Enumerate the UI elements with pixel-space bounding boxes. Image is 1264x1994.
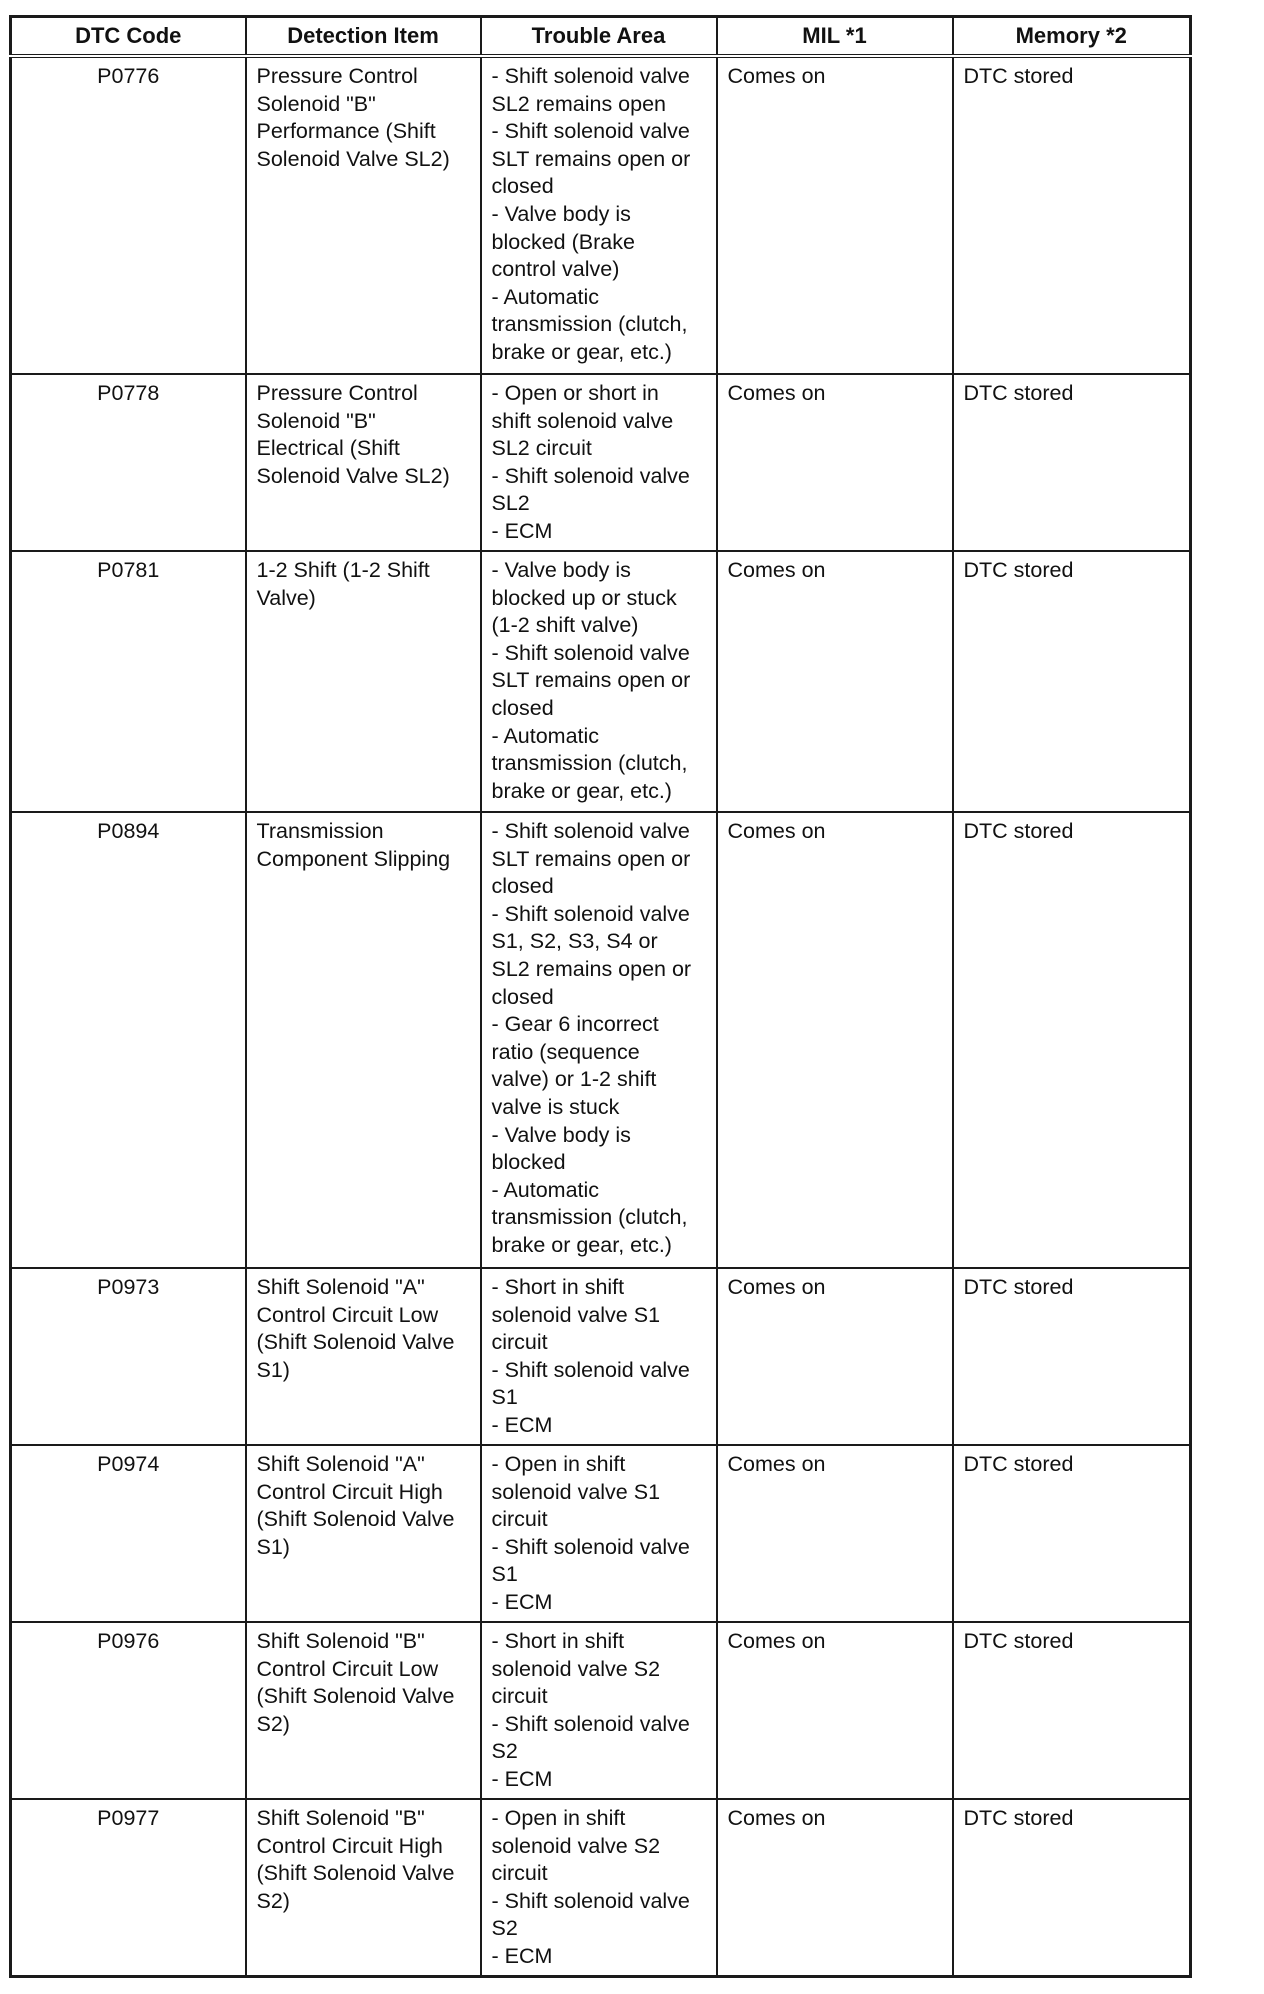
- trouble-area-line: - Shift solenoid valve: [491, 1711, 690, 1736]
- trouble-area-line: - Shift solenoid valve: [491, 1357, 690, 1382]
- dtc-code-cell: P0778: [11, 374, 246, 551]
- detection-item-line: Pressure Control: [256, 64, 418, 88]
- trouble-area-line: SLT remains open or: [491, 668, 691, 693]
- trouble-area-line: valve is stuck: [491, 1094, 620, 1119]
- detection-item-cell: [246, 551, 481, 812]
- trouble-area-line: solenoid valve S2: [491, 1656, 661, 1681]
- header-memory: Memory *2: [953, 17, 1191, 57]
- detection-item-line: Solenoid "B": [256, 408, 376, 433]
- trouble-area-line: - ECM: [491, 1412, 553, 1437]
- memory-cell: DTC stored: [953, 1268, 1191, 1445]
- memory-cell: DTC stored: [953, 1799, 1191, 1977]
- detection-item-line: Pressure Control: [256, 381, 418, 405]
- trouble-area-line: - ECM: [491, 1766, 553, 1791]
- detection-item-line: (Shift Solenoid Valve: [256, 1507, 455, 1532]
- trouble-area-line: brake or gear, etc.): [491, 778, 672, 803]
- trouble-area-line: circuit: [491, 1684, 548, 1709]
- trouble-area-line: SLT remains open or: [491, 146, 691, 171]
- trouble-area-line: S2: [491, 1916, 518, 1941]
- trouble-area-line: blocked (Brake: [491, 229, 635, 254]
- trouble-area-line: - Shift solenoid valve: [491, 819, 690, 843]
- trouble-area-line: brake or gear, etc.): [491, 1232, 672, 1257]
- memory-cell: DTC stored: [953, 1445, 1191, 1622]
- trouble-area-cell: [481, 551, 717, 812]
- trouble-area-line: - Gear 6 incorrect: [491, 1012, 659, 1037]
- table-row: [11, 812, 1191, 1268]
- table-row: [11, 56, 1191, 374]
- trouble-area-line: ratio (sequence: [491, 1039, 640, 1064]
- trouble-area-line: - ECM: [491, 1943, 553, 1968]
- detection-item-cell: [246, 812, 481, 1268]
- trouble-area-line: SL2 circuit: [491, 436, 592, 461]
- detection-item-line: Shift Solenoid "B": [256, 1629, 425, 1653]
- detection-item-line: Solenoid "B": [256, 91, 376, 116]
- trouble-area-line: - Shift solenoid valve: [491, 463, 690, 488]
- trouble-area-line: - Shift solenoid valve: [491, 901, 690, 926]
- mil-cell: Comes on: [717, 1445, 953, 1622]
- detection-item-line: 1-2 Shift (1-2 Shift: [256, 558, 430, 582]
- mil-cell: Comes on: [717, 1799, 953, 1977]
- trouble-area-line: - Open in shift: [491, 1452, 626, 1476]
- trouble-area-line: - Shift solenoid valve: [491, 640, 690, 665]
- trouble-area-line: control valve): [491, 257, 620, 282]
- trouble-area-line: - Valve body is: [491, 1122, 631, 1147]
- trouble-area-line: closed: [491, 874, 554, 899]
- detection-item-line: S2): [256, 1888, 290, 1913]
- dtc-code-cell: P0976: [11, 1622, 246, 1799]
- trouble-area-line: - Short in shift: [491, 1275, 625, 1299]
- trouble-area-line: - Short in shift: [491, 1629, 625, 1653]
- dtc-code-cell: P0977: [11, 1799, 246, 1977]
- header-row: [11, 17, 1191, 57]
- detection-item-line: Control Circuit Low: [256, 1656, 439, 1681]
- trouble-area-line: circuit: [491, 1330, 548, 1355]
- trouble-area-line: closed: [491, 984, 554, 1009]
- detection-item-cell: [246, 374, 481, 551]
- table-row: [11, 551, 1191, 812]
- trouble-area-cell: [481, 812, 717, 1268]
- detection-item-line: S2): [256, 1711, 290, 1736]
- detection-item-cell: [246, 1268, 481, 1445]
- table-row: [11, 1445, 1191, 1622]
- trouble-area-line: circuit: [491, 1861, 548, 1886]
- detection-item-line: (Shift Solenoid Valve: [256, 1861, 455, 1886]
- detection-item-line: Shift Solenoid "A": [256, 1452, 425, 1476]
- detection-item-line: (Shift Solenoid Valve: [256, 1330, 455, 1355]
- mil-cell: Comes on: [717, 1268, 953, 1445]
- dtc-code-cell: P0894: [11, 812, 246, 1268]
- trouble-area-line: blocked up or stuck: [491, 585, 677, 610]
- trouble-area-line: - Valve body is: [491, 201, 631, 226]
- trouble-area-line: - Automatic: [491, 1177, 600, 1202]
- detection-item-line: Solenoid Valve SL2): [256, 146, 450, 171]
- trouble-area-line: blocked: [491, 1150, 566, 1175]
- memory-cell: DTC stored: [953, 551, 1191, 812]
- detection-item-line: Performance (Shift: [256, 119, 436, 144]
- trouble-area-line: closed: [491, 174, 554, 199]
- detection-item-cell: [246, 1445, 481, 1622]
- memory-cell: DTC stored: [953, 56, 1191, 374]
- detection-item-line: Control Circuit High: [256, 1833, 443, 1858]
- trouble-area-cell: [481, 56, 717, 374]
- detection-item-line: Transmission: [256, 819, 384, 843]
- detection-item-cell: [246, 56, 481, 374]
- dtc-code-cell: P0776: [11, 56, 246, 374]
- detection-item-line: (Shift Solenoid Valve: [256, 1684, 455, 1709]
- table-body: [11, 56, 1191, 1977]
- trouble-area-line: S1, S2, S3, S4 or: [491, 929, 658, 954]
- mil-cell: Comes on: [717, 374, 953, 551]
- memory-cell: DTC stored: [953, 374, 1191, 551]
- dtc-code-cell: P0973: [11, 1268, 246, 1445]
- dtc-code-cell: P0974: [11, 1445, 246, 1622]
- dtc-table: [9, 15, 1192, 1978]
- trouble-area-cell: [481, 1799, 717, 1977]
- trouble-area-line: SL2 remains open: [491, 91, 666, 116]
- detection-item-line: S1): [256, 1357, 290, 1382]
- trouble-area-cell: [481, 1622, 717, 1799]
- trouble-area-line: circuit: [491, 1507, 548, 1532]
- trouble-area-line: SLT remains open or: [491, 846, 691, 871]
- memory-cell: DTC stored: [953, 1622, 1191, 1799]
- mil-cell: Comes on: [717, 812, 953, 1268]
- trouble-area-line: SL2: [491, 491, 530, 516]
- header-detection-item: Detection Item: [246, 17, 481, 57]
- detection-item-line: Solenoid Valve SL2): [256, 463, 450, 488]
- trouble-area-line: solenoid valve S2: [491, 1833, 661, 1858]
- detection-item-cell: [246, 1622, 481, 1799]
- trouble-area-line: - Automatic: [491, 723, 600, 748]
- trouble-area-line: shift solenoid valve: [491, 408, 674, 433]
- detection-item-line: Control Circuit Low: [256, 1302, 439, 1327]
- trouble-area-line: - Shift solenoid valve: [491, 1888, 690, 1913]
- detection-item-line: Shift Solenoid "A": [256, 1275, 425, 1299]
- trouble-area-line: solenoid valve S1: [491, 1479, 661, 1504]
- trouble-area-line: (1-2 shift valve): [491, 613, 639, 638]
- trouble-area-line: valve) or 1-2 shift: [491, 1067, 657, 1092]
- memory-cell: DTC stored: [953, 812, 1191, 1268]
- trouble-area-line: transmission (clutch,: [491, 751, 688, 776]
- detection-item-line: Control Circuit High: [256, 1479, 443, 1504]
- detection-item-line: S1): [256, 1534, 290, 1559]
- table-row: [11, 1799, 1191, 1977]
- trouble-area-line: - Shift solenoid valve: [491, 119, 690, 144]
- trouble-area-cell: [481, 1445, 717, 1622]
- trouble-area-cell: [481, 374, 717, 551]
- detection-item-cell: [246, 1799, 481, 1977]
- detection-item-line: Valve): [256, 585, 316, 610]
- mil-cell: Comes on: [717, 56, 953, 374]
- trouble-area-line: - Open in shift: [491, 1806, 626, 1830]
- header-dtc-code: DTC Code: [11, 17, 246, 57]
- detection-item-line: Electrical (Shift: [256, 436, 400, 461]
- table-row: [11, 1268, 1191, 1445]
- mil-cell: Comes on: [717, 1622, 953, 1799]
- trouble-area-line: - Automatic: [491, 284, 600, 309]
- mil-cell: Comes on: [717, 551, 953, 812]
- trouble-area-line: transmission (clutch,: [491, 312, 688, 337]
- table-header: [11, 17, 1191, 57]
- trouble-area-line: - ECM: [491, 1589, 553, 1614]
- trouble-area-line: brake or gear, etc.): [491, 339, 672, 364]
- trouble-area-line: - Shift solenoid valve: [491, 1534, 690, 1559]
- table-row: [11, 1622, 1191, 1799]
- detection-item-line: Shift Solenoid "B": [256, 1806, 425, 1830]
- trouble-area-line: S1: [491, 1385, 518, 1410]
- trouble-area-line: solenoid valve S1: [491, 1302, 661, 1327]
- dtc-code-cell: P0781: [11, 551, 246, 812]
- trouble-area-line: transmission (clutch,: [491, 1205, 688, 1230]
- detection-item-line: Component Slipping: [256, 846, 451, 871]
- trouble-area-cell: [481, 1268, 717, 1445]
- header-trouble-area: Trouble Area: [481, 17, 717, 57]
- trouble-area-line: - Shift solenoid valve: [491, 64, 690, 88]
- trouble-area-line: - ECM: [491, 518, 553, 543]
- table-row: [11, 374, 1191, 551]
- trouble-area-line: - Open or short in: [491, 381, 659, 405]
- trouble-area-line: - Valve body is: [491, 558, 631, 582]
- trouble-area-line: S1: [491, 1562, 518, 1587]
- trouble-area-line: SL2 remains open or: [491, 956, 692, 981]
- header-mil: MIL *1: [717, 17, 953, 57]
- trouble-area-line: closed: [491, 695, 554, 720]
- trouble-area-line: S2: [491, 1739, 518, 1764]
